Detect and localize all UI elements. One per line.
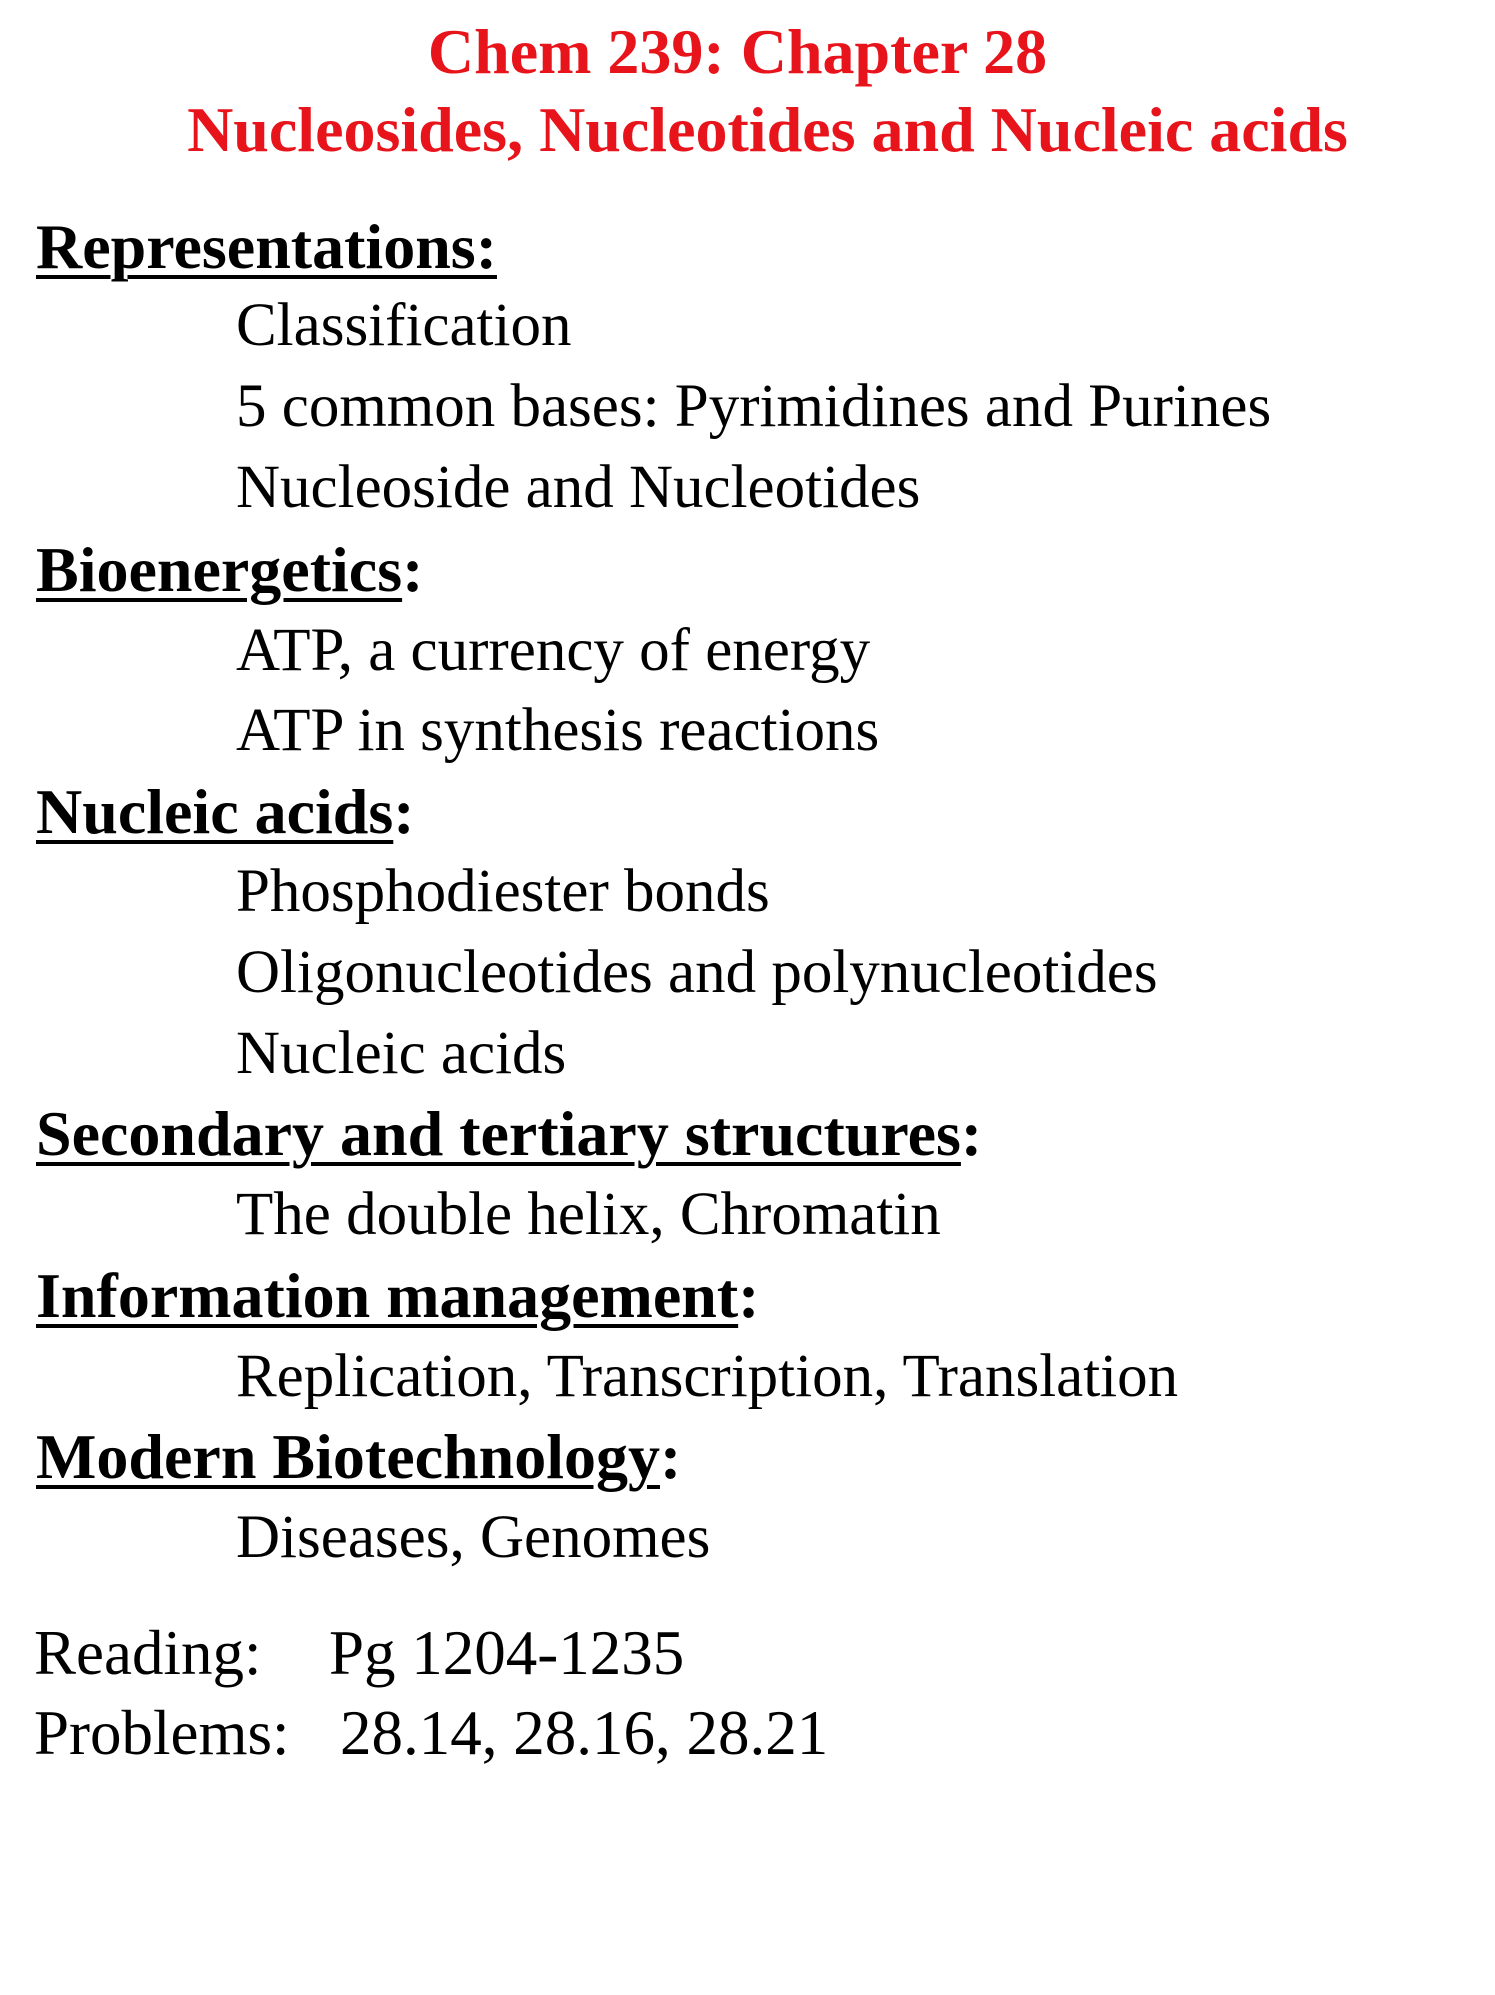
section-heading-representations: Representations: — [36, 211, 497, 282]
section-heading-secondary-tertiary: Secondary and tertiary structures: — [36, 1098, 983, 1169]
outline-item: Replication, Transcription, Translation — [236, 1343, 1179, 1410]
section-heading-modern-biotechnology: Modern Biotechnology: — [36, 1421, 682, 1492]
reading-label: Reading: — [34, 1618, 262, 1688]
problems-list: 28.14, 28.16, 28.21 — [340, 1698, 829, 1768]
section-heading-nucleic-acids: Nucleic acids: — [36, 776, 415, 847]
outline-item: Classification — [236, 292, 572, 359]
reading-pages: Pg 1204-1235 — [329, 1618, 685, 1688]
outline-item: ATP, a currency of energy — [236, 617, 871, 684]
problems-label: Problems: — [34, 1698, 290, 1768]
outline-item: Phosphodiester bonds — [236, 858, 770, 925]
chapter-title: Chem 239: Chapter 28 — [427, 16, 1048, 87]
outline-item: Nucleic acids — [236, 1020, 567, 1087]
outline-item: 5 common bases: Pyrimidines and Purines — [236, 373, 1272, 440]
outline-item: Oligonucleotides and polynucleotides — [236, 939, 1158, 1006]
chapter-subtitle: Nucleosides, Nucleotides and Nucleic acids — [187, 94, 1348, 165]
section-heading-bioenergetics: Bioenergetics: — [36, 534, 424, 605]
problems-assignment — [34, 1698, 829, 1768]
outline-item: Nucleoside and Nucleotides — [236, 454, 921, 521]
outline-item: The double helix, Chromatin — [236, 1181, 941, 1248]
reading-assignment — [34, 1618, 685, 1688]
outline-item: Diseases, Genomes — [236, 1504, 711, 1571]
outline-item: ATP in synthesis reactions — [236, 697, 880, 764]
section-heading-information-management: Information management: — [36, 1260, 760, 1331]
